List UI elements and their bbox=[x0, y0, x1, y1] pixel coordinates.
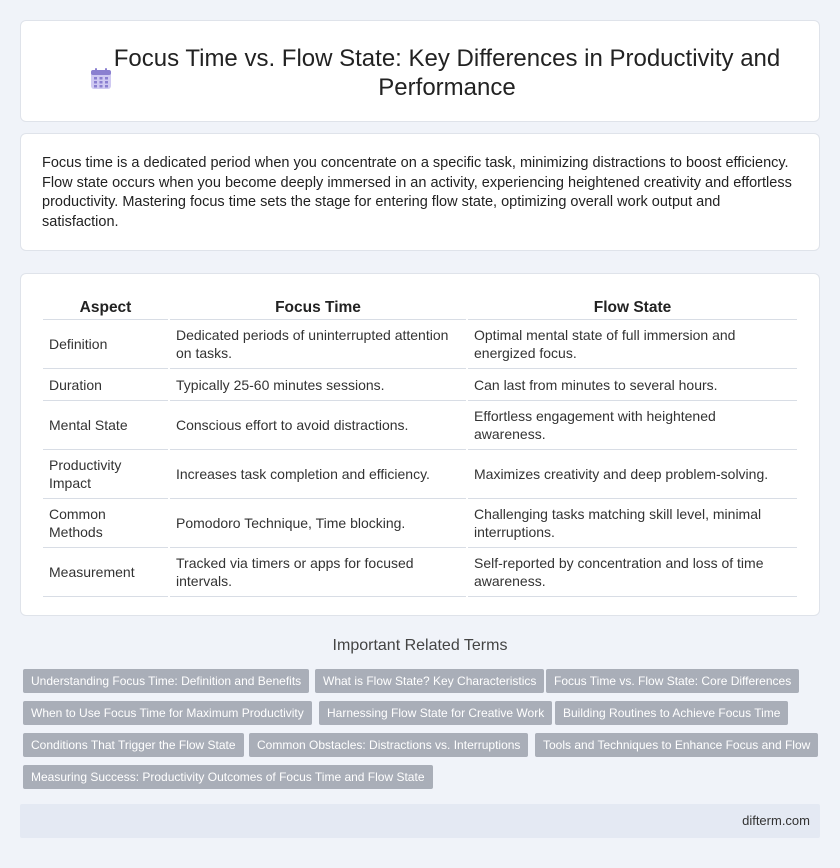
flow-state-cell: Can last from minutes to several hours. bbox=[468, 369, 797, 401]
table-row bbox=[43, 450, 797, 499]
table-row bbox=[43, 401, 797, 450]
related-term-tag[interactable]: Measuring Success: Productivity Outcomes of Focus Time and Flow State bbox=[23, 765, 433, 789]
intro-card bbox=[20, 133, 820, 251]
focus-time-cell: Increases task completion and efficiency. bbox=[170, 450, 466, 499]
related-term-tag[interactable]: Tools and Techniques to Enhance Focus and Flow bbox=[535, 733, 818, 757]
related-term-tag[interactable]: Conditions That Trigger the Flow State bbox=[23, 733, 244, 757]
flow-state-cell: Optimal mental state of full immersion and energized focus. bbox=[468, 320, 797, 369]
column-header-flow-state: Flow State bbox=[468, 294, 797, 320]
table-row bbox=[43, 548, 797, 597]
column-header-aspect: Aspect bbox=[43, 294, 168, 320]
related-term-tag[interactable]: Focus Time vs. Flow State: Core Differences bbox=[546, 669, 799, 693]
table-row bbox=[43, 499, 797, 548]
related-term-tag[interactable]: What is Flow State? Key Characteristics bbox=[315, 669, 544, 693]
related-term-tag[interactable]: Common Obstacles: Distractions vs. Interruptions bbox=[249, 733, 528, 757]
flow-state-cell: Maximizes creativity and deep problem-solving. bbox=[468, 450, 797, 499]
page-title: Focus Time vs. Flow State: Key Differences in Productivity and Performance bbox=[113, 45, 781, 101]
aspect-cell: Mental State bbox=[43, 401, 168, 450]
table-row bbox=[43, 320, 797, 369]
flow-state-cell: Challenging tasks matching skill level, minimal interruptions. bbox=[468, 499, 797, 548]
related-term-tag[interactable]: When to Use Focus Time for Maximum Productivity bbox=[23, 701, 312, 725]
header-card bbox=[20, 20, 820, 122]
related-term-tag[interactable]: Building Routines to Achieve Focus Time bbox=[555, 701, 788, 725]
aspect-cell: Definition bbox=[43, 320, 168, 369]
column-header-focus-time: Focus Time bbox=[170, 294, 466, 320]
footer-site-link[interactable]: difterm.com bbox=[742, 813, 810, 828]
focus-time-cell: Tracked via timers or apps for focused intervals. bbox=[170, 548, 466, 597]
aspect-cell: Productivity Impact bbox=[43, 450, 168, 499]
flow-state-cell: Effortless engagement with heightened awareness. bbox=[468, 401, 797, 450]
related-term-tag[interactable]: Understanding Focus Time: Definition and Benefits bbox=[23, 669, 309, 693]
intro-text: Focus time is a dedicated period when you concentrate on a specific task, minimizing distractions to boost efficiency. Flow state occurs when you become deeply immersed in an activity, experiencing heightened creativity and effortless productivity. Mastering focus time sets the stage for entering flow state, optimizing overall work output and satisfaction. bbox=[42, 155, 792, 230]
aspect-cell: Duration bbox=[43, 369, 168, 401]
comparison-table bbox=[41, 294, 799, 597]
table-row bbox=[43, 369, 797, 401]
related-terms-title: Important Related Terms bbox=[332, 637, 508, 654]
focus-time-cell: Typically 25-60 minutes sessions. bbox=[170, 369, 466, 401]
flow-state-cell: Self-reported by concentration and loss of time awareness. bbox=[468, 548, 797, 597]
aspect-cell: Measurement bbox=[43, 548, 168, 597]
footer bbox=[20, 804, 820, 838]
focus-time-cell: Conscious effort to avoid distractions. bbox=[170, 401, 466, 450]
comparison-card bbox=[20, 273, 820, 616]
focus-time-cell: Pomodoro Technique, Time blocking. bbox=[170, 499, 466, 548]
calendar-grid-icon bbox=[89, 67, 113, 91]
focus-time-cell: Dedicated periods of uninterrupted attention on tasks. bbox=[170, 320, 466, 369]
aspect-cell: Common Methods bbox=[43, 499, 168, 548]
related-term-tag[interactable]: Harnessing Flow State for Creative Work bbox=[319, 701, 552, 725]
